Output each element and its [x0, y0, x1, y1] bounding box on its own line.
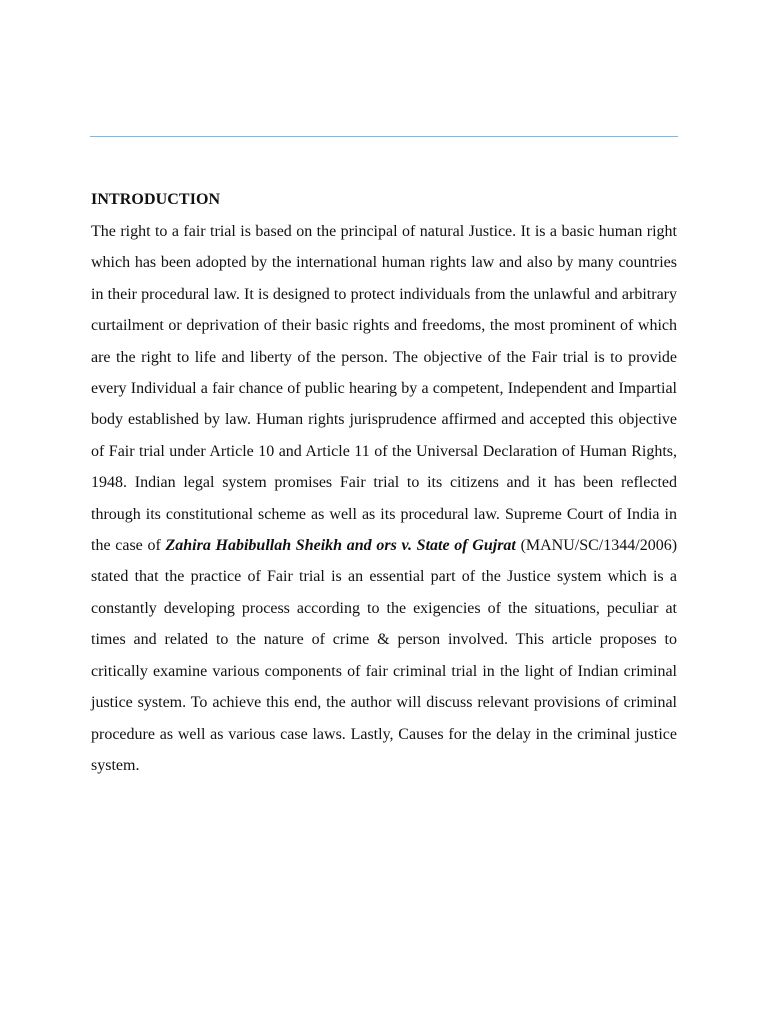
case-citation-name: Zahira Habibullah Sheikh and ors v. State of Gujrat — [165, 537, 516, 555]
introduction-paragraph — [91, 216, 677, 781]
document-content — [91, 186, 677, 781]
header-divider — [90, 136, 678, 137]
section-heading: INTRODUCTION — [91, 191, 221, 208]
paragraph-text-before-case: The right to a fair trial is based on the principal of natural Justice. It is a basic human right which has been adopted by the international human rights law and also by many countries in their procedural law. It is designed to protect individuals from the unlawful and arbitrary curtailment or deprivation of their basic rights and freedoms, the most prominent of which are the right to life and liberty of the person. The objective of the Fair trial is to provide every Individual a fair chance of public hearing by a competent, Independent and Impartial body established by law. Human rights jurisprudence affirmed and accepted this objective of Fair trial under Article 10 and Article 11 of the Universal Declaration of Human Rights, 1948. Indian legal system promises Fair trial to its citizens and it has been reflected through its constitutional scheme as well as its procedural law. Supreme Court of India in the case of — [91, 223, 677, 555]
paragraph-text-after-case: (MANU/SC/1344/2006) stated that the practice of Fair trial is an essential part of the Justice system which is a constantly developing process according to the exigencies of the situations, peculiar at times and related to the nature of crime & person involved. This article proposes to critically examine various components of fair criminal trial in the light of Indian criminal justice system. To achieve this end, the author will discuss relevant provisions of criminal procedure as well as various case laws. Lastly, Causes for the delay in the criminal justice system. — [91, 537, 678, 774]
